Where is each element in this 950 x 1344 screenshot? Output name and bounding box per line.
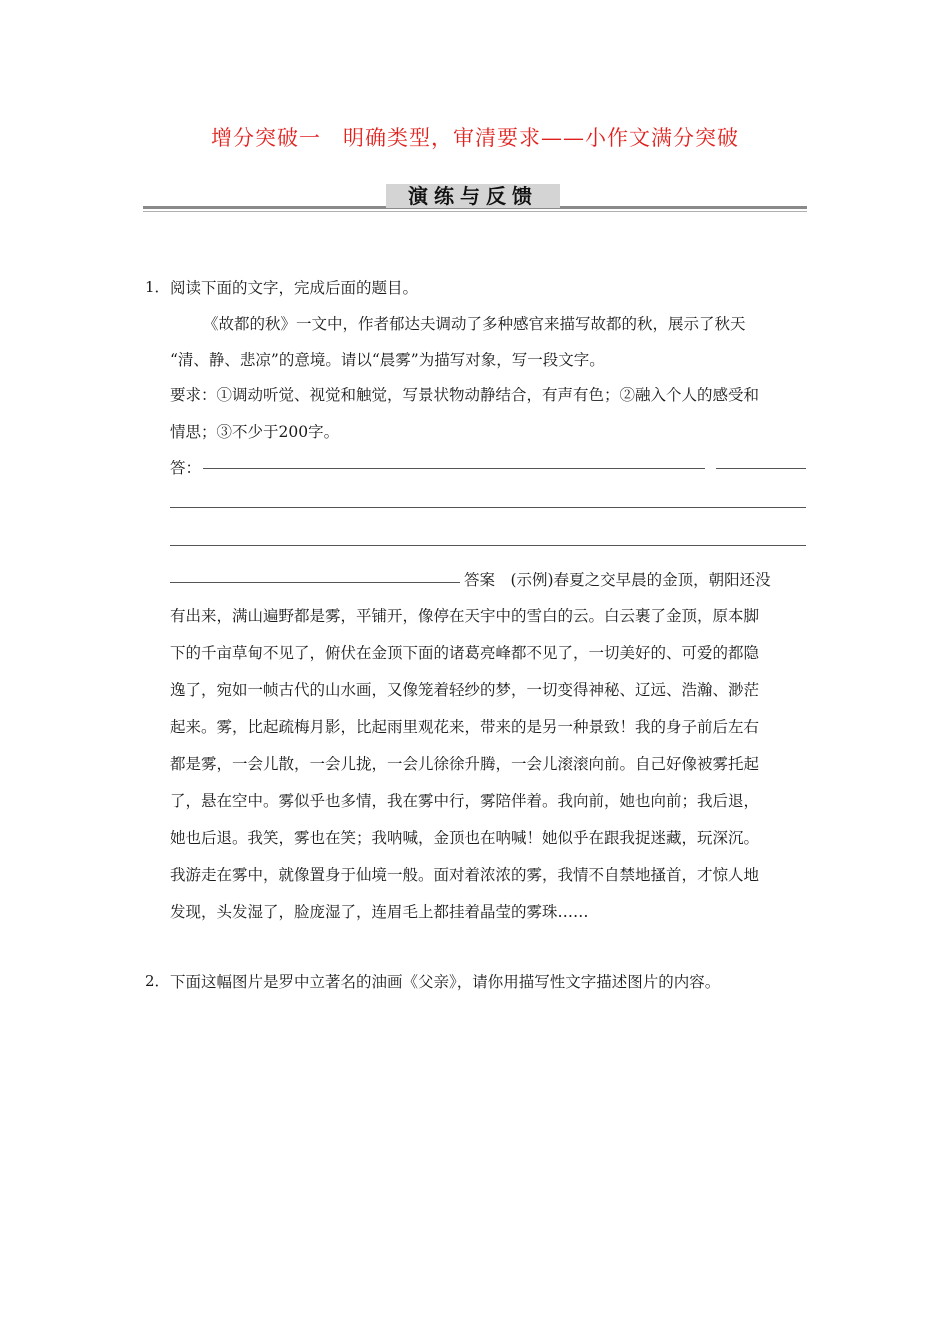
answer-blank-line[interactable]: [170, 507, 806, 508]
answer-blank-line[interactable]: [170, 582, 460, 583]
answer-blank-line[interactable]: [716, 468, 806, 469]
answer-label: 答：: [170, 459, 202, 477]
page-title: 增分突破一 明确类型，审清要求——小作文满分突破: [211, 126, 739, 150]
section-header: [143, 184, 807, 216]
answer-text-line: 我游走在雾中，就像置身于仙境一般。面对着浓浓的雾，我情不自禁地搔首，才惊人地: [170, 866, 760, 884]
answer-text-line: 发现，头发湿了，脸庞湿了，连眉毛上都挂着晶莹的雾珠……: [170, 903, 589, 921]
question-prompt: 下面这幅图片是罗中立著名的油画《父亲》，请你用描写性文字描述图片的内容。: [170, 973, 721, 991]
answer-blank-line[interactable]: [203, 468, 705, 469]
answer-text-line: 都是雾，一会儿散，一会儿拢，一会儿徐徐升腾，一会儿滚滚向前。自己好像被雾托起: [170, 755, 760, 773]
answer-text-line: 逸了，宛如一帧古代的山水画，又像笼着轻纱的梦，一切变得神秘、辽远、浩瀚、渺茫: [170, 681, 760, 699]
question-prompt: 阅读下面的文字，完成后面的题目。: [170, 279, 419, 297]
requirement-line: 要求：①调动听觉、视觉和触觉，写景状物动静结合，有声有色；②融入个人的感受和: [170, 386, 760, 404]
answer-text-line: 了，悬在空中。雾似乎也多情，我在雾中行，雾陪伴着。我向前，她也向前；我后退，: [170, 792, 760, 810]
answer-text-line: 起来。雾，比起疏梅月影，比起雨里观花来，带来的是另一种景致！我的身子前后左右: [170, 718, 760, 736]
section-label: 演练与反馈: [386, 184, 560, 208]
passage-line: “清、静、悲凉”的意境。请以“晨雾”为描写对象，写一段文字。: [170, 351, 605, 369]
passage-line: 《故都的秋》一文中，作者郁达夫调动了多种感官来描写故都的秋，展示了秋天: [203, 315, 746, 333]
question-number: 2．: [145, 972, 170, 990]
answer-text-line: 有出来，满山遍野都是雾，平铺开，像停在天宇中的雪白的云。白云裹了金顶，原本脚: [170, 607, 760, 625]
answer-key-label: 答案 (示例)春夏之交早晨的金顶，朝阳还没: [464, 571, 771, 589]
answer-text-line: 下的千亩草甸不见了，俯伏在金顶下面的诸葛亮峰都不见了，一切美好的、可爱的都隐: [170, 644, 760, 662]
requirement-line: 情思；③不少于200字。: [170, 423, 340, 441]
section-divider-thin: [143, 211, 807, 212]
question-number: 1．: [145, 278, 170, 296]
answer-blank-line[interactable]: [170, 545, 806, 546]
answer-text-line: 她也后退。我笑，雾也在笑；我呐喊，金顶也在呐喊！她似乎在跟我捉迷藏，玩深沉。: [170, 829, 760, 847]
